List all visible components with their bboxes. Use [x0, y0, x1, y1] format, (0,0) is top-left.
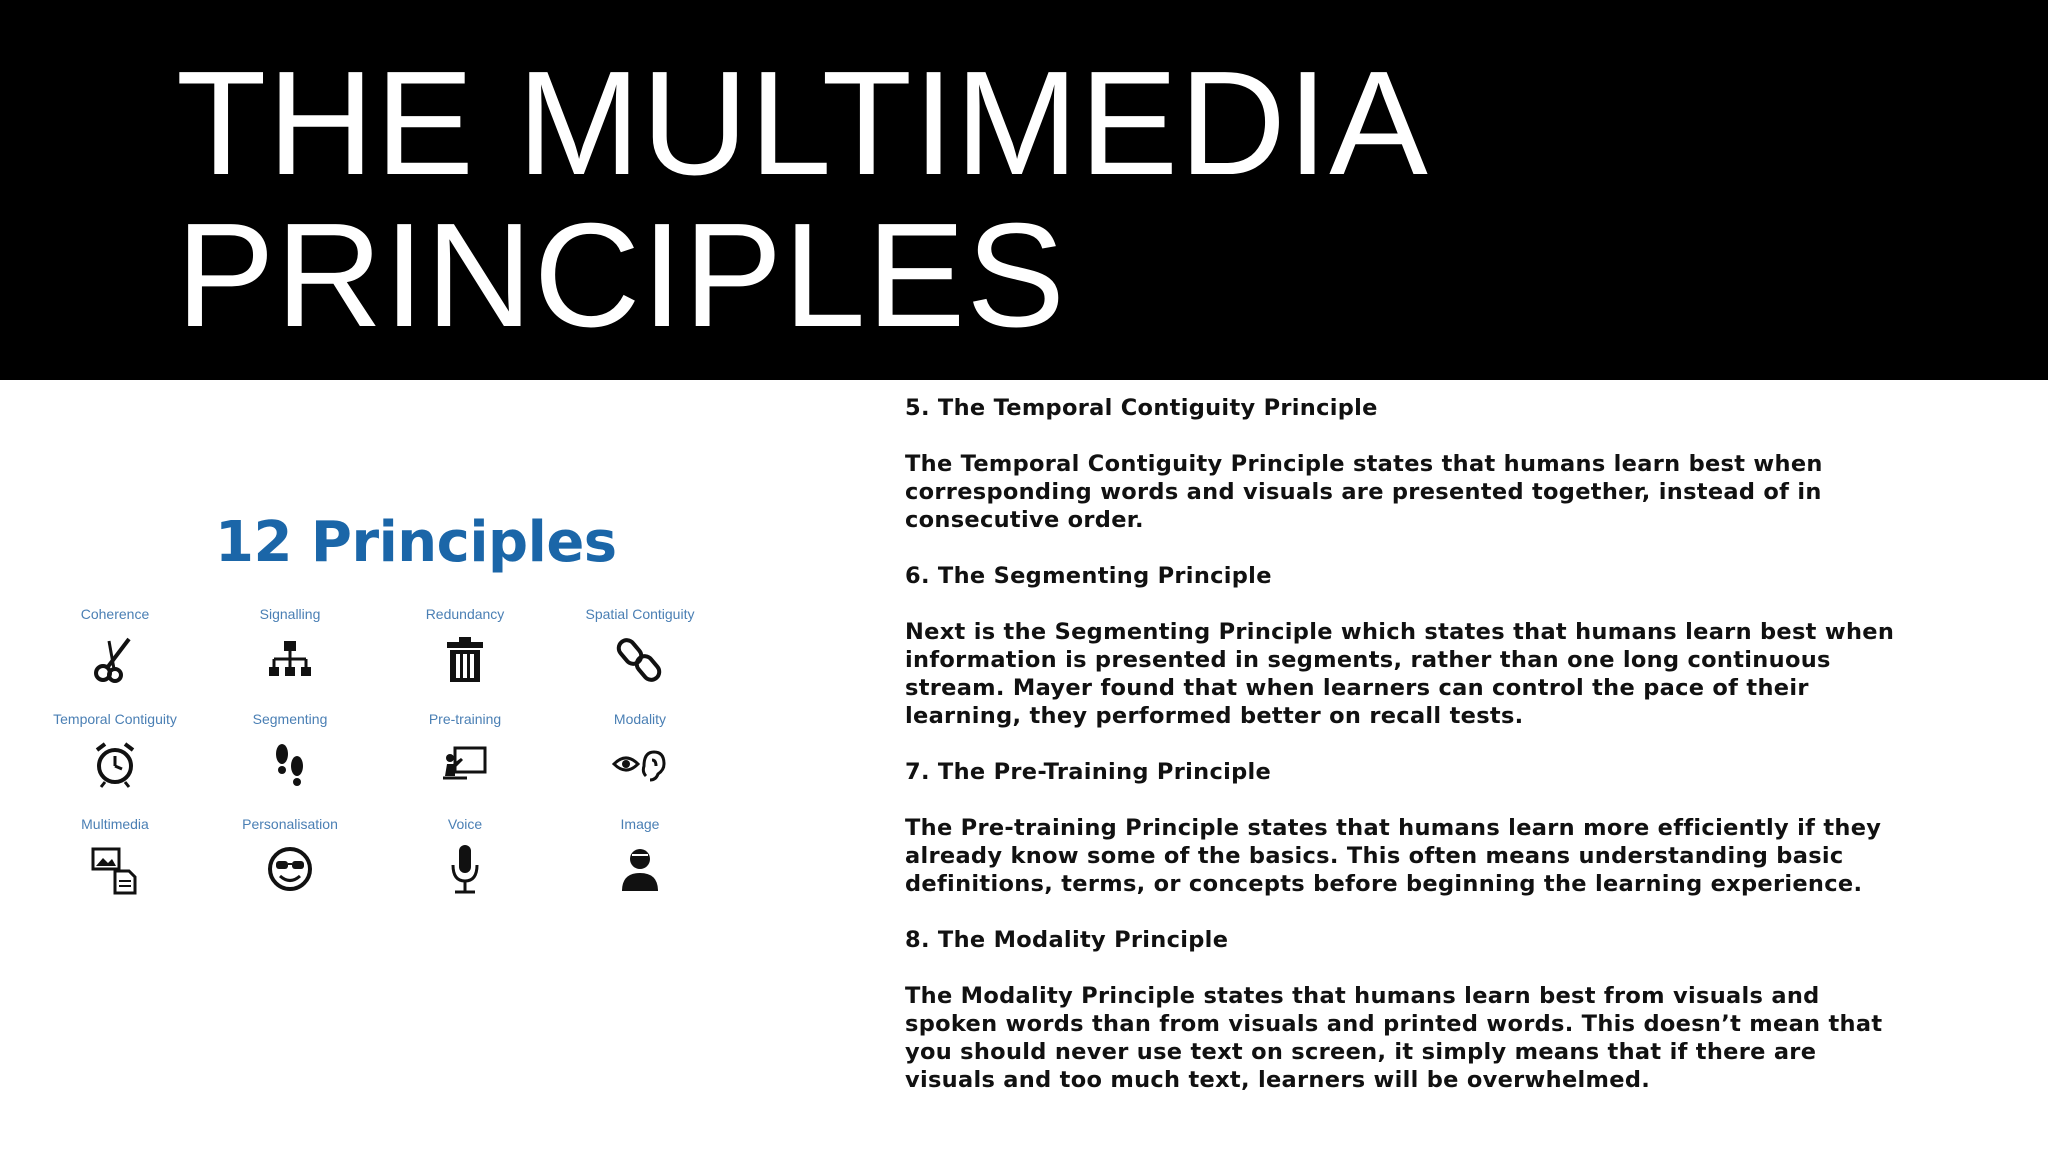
principle-label: Pre-training	[428, 711, 502, 727]
principle-cell-redundancy	[380, 605, 550, 705]
principle-6-description: Next is the Segmenting Principle which states that humans learn best when information is presented in segments, rather than one long continuous stream. Mayer found that when learners can control the pace of their learning, they performed better on recall tests.	[905, 619, 1895, 729]
title-band	[0, 0, 2048, 380]
trash-icon	[437, 631, 493, 687]
image-document-icon	[87, 841, 143, 897]
principle-label: Personalisation	[242, 816, 338, 832]
principle-label: Redundancy	[425, 606, 505, 622]
principle-cell-signalling	[205, 605, 375, 705]
person-icon	[612, 841, 668, 897]
principle-7-description: The Pre-training Principle states that humans learn more efficiently if they already know some of the basics. This often means understanding basic definitions, terms, or concepts before beginning the learning experience.	[905, 815, 1882, 897]
principle-cell-temporal-contiguity	[30, 710, 200, 810]
principle-8-heading: 8. The Modality Principle	[905, 927, 1229, 953]
principles-figure	[30, 480, 720, 940]
principle-cell-segmenting	[205, 710, 375, 810]
principle-cell-multimedia	[30, 815, 200, 915]
slide-title-line-1: THE MULTIMEDIA	[176, 41, 1429, 206]
slide-title	[176, 41, 1429, 358]
link-icon	[612, 631, 668, 687]
principle-label: Voice	[447, 816, 483, 832]
principle-label: Spatial Contiguity	[585, 606, 695, 622]
principle-label: Temporal Contiguity	[53, 711, 177, 727]
principle-5-description: The Temporal Contiguity Principle states that humans learn best when corresponding words and visuals are presented together, instead of in consecutive order.	[905, 451, 1823, 533]
principle-cell-voice	[380, 815, 550, 915]
principle-7-heading: 7. The Pre-Training Principle	[905, 759, 1272, 785]
footprints-icon	[262, 736, 318, 792]
slide-title-line-2: PRINCIPLES	[176, 193, 1067, 358]
principle-label: Segmenting	[252, 711, 328, 727]
principle-label: Signalling	[259, 606, 321, 622]
principle-cell-coherence	[30, 605, 200, 705]
principle-label: Image	[620, 816, 660, 832]
scissors-icon	[87, 631, 143, 687]
microphone-icon	[437, 841, 493, 897]
principle-label: Modality	[613, 711, 667, 727]
principle-cell-modality	[555, 710, 725, 810]
eye-ear-icon	[612, 736, 668, 792]
principle-label: Multimedia	[81, 816, 149, 832]
principle-cell-spatial-contiguity	[555, 605, 725, 705]
principle-5-heading: 5. The Temporal Contiguity Principle	[905, 395, 1378, 421]
principles-text	[905, 394, 1905, 1122]
principle-6-heading: 6. The Segmenting Principle	[905, 563, 1272, 589]
presentation-icon	[437, 736, 493, 792]
hierarchy-icon	[262, 631, 318, 687]
principle-8-description: The Modality Principle states that humans learn best from visuals and spoken words than from visuals and printed words. This doesn’t mean that you should never use text on screen, it simply means that if there are visuals and too much text, learners will be overwhelmed.	[905, 983, 1883, 1093]
principle-cell-image	[555, 815, 725, 915]
smiley-sunglasses-icon	[262, 841, 318, 897]
principle-cell-pre-training	[380, 710, 550, 810]
figure-title: 12 Principles	[215, 510, 617, 575]
principle-label: Coherence	[80, 606, 150, 622]
alarm-clock-icon	[87, 736, 143, 792]
principle-cell-personalisation	[205, 815, 375, 915]
